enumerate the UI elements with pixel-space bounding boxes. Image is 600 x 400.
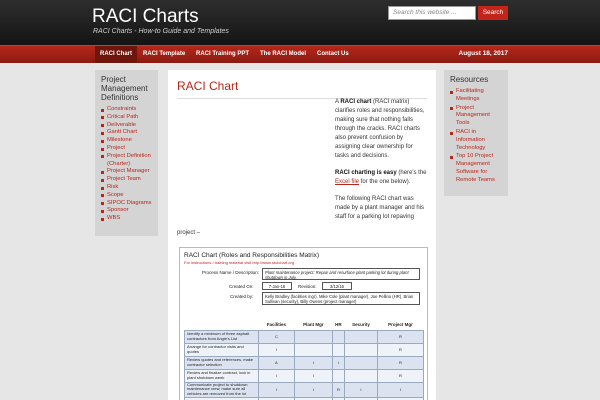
site-title[interactable]: RACI Charts xyxy=(92,6,199,27)
raci-cell: I xyxy=(377,382,423,397)
column-header: Plant Mgr xyxy=(303,322,324,328)
matrix-title: RACI Chart (Roles and Responsibilities Matrix) xyxy=(184,252,320,259)
table-header-row xyxy=(185,320,424,330)
search-input[interactable]: Search this website ... xyxy=(388,6,476,20)
task-cell: Arrange for contractor visits and quotes xyxy=(185,343,259,356)
main-nav xyxy=(0,45,600,63)
raci-cell: I xyxy=(259,369,295,382)
raci-cell xyxy=(344,343,377,356)
site-header xyxy=(0,0,600,45)
definition-link[interactable]: Milestone xyxy=(101,137,154,145)
definition-link[interactable]: Risk xyxy=(101,184,154,192)
raci-cell xyxy=(332,369,344,382)
created-on-label: Created On: xyxy=(229,284,254,289)
sidebar-resources-title: Resources xyxy=(450,75,489,84)
column-header: Security xyxy=(352,322,370,328)
definition-link[interactable]: Scope xyxy=(101,192,154,200)
resource-link[interactable]: RACI in Information Technology xyxy=(450,129,504,152)
raci-cell: R xyxy=(377,330,423,343)
intro-paragraph-1: A RACI chart (RACI matrix) clarifies roles and responsibilities, making sure that nothing falls through the cracks. RACI charts also prevent confusion by assigning clear ownership for tasks and decisions. xyxy=(335,99,425,159)
task-cell: Communicate project to shutdown maintenance crew, make sure all vehicles are removed from the lot xyxy=(185,382,259,397)
raci-cell xyxy=(332,343,344,356)
raci-cell: C xyxy=(259,330,295,343)
search-button[interactable]: Search xyxy=(478,6,508,20)
process-value: Plant maintenance project: Repair and resurface plant parking lot during plant shutdown in July. xyxy=(262,268,420,280)
intro-text xyxy=(335,98,427,230)
intro-paragraph-3: The following RACI chart was made by a plant manager and his staff for a parking lot repaving xyxy=(335,196,425,220)
definition-link[interactable]: Project Team xyxy=(101,176,154,184)
page-title: RACI Chart xyxy=(177,79,427,99)
process-label: Process Name / Description: xyxy=(202,270,260,275)
raci-cell xyxy=(332,330,344,343)
raci-cell: I xyxy=(294,356,332,369)
definition-link[interactable]: Gantt Chart xyxy=(101,129,154,137)
raci-cell xyxy=(344,369,377,382)
definition-link[interactable]: WBS xyxy=(101,215,154,223)
definition-link[interactable]: Deliverable xyxy=(101,122,154,130)
nav-item-raci-model[interactable]: The RACI Model xyxy=(260,51,306,57)
task-cell: Review quotes and references, make contractor selection xyxy=(185,356,259,369)
site-description: RACI Charts - How-to Guide and Templates xyxy=(93,28,229,35)
created-by-label: Created by: xyxy=(230,294,254,299)
raci-cell: A xyxy=(259,356,295,369)
raci-cell xyxy=(344,330,377,343)
column-header: HR xyxy=(335,322,342,328)
sidebar-definitions xyxy=(95,70,158,236)
table-row xyxy=(185,369,424,382)
resource-link[interactable]: Project Management Tools xyxy=(450,105,504,128)
raci-cell: I xyxy=(294,382,332,397)
sidebar-resources xyxy=(444,70,508,196)
created-by-value: Kelly Bradley (facilities mgr), Mike Cole (plant manager), Joe Pellino (HR), Brian Sullivan (security), Billy Owens (project manager) xyxy=(262,292,420,305)
column-header: Facilities xyxy=(266,322,287,328)
definition-link[interactable]: Project xyxy=(101,145,154,153)
raci-cell: I xyxy=(332,356,344,369)
raci-cell: I xyxy=(344,382,377,397)
nav-item-contact-us[interactable]: Contact Us xyxy=(317,51,349,57)
definition-link[interactable]: SIPOC Diagrams xyxy=(101,200,154,208)
intro-paragraph-3-suffix: project – xyxy=(177,230,201,236)
nav-item-raci-chart[interactable]: RACI Chart xyxy=(95,46,137,63)
raci-cell: R xyxy=(377,356,423,369)
nav-item-raci-template[interactable]: RACI Template xyxy=(143,51,186,57)
raci-cell xyxy=(294,343,332,356)
table-row xyxy=(185,330,424,343)
main-content xyxy=(168,70,436,400)
nav-item-raci-training-ppt[interactable]: RACI Training PPT xyxy=(196,51,250,57)
raci-cell xyxy=(294,330,332,343)
table-row xyxy=(185,382,424,397)
raci-cell: R xyxy=(377,369,423,382)
raci-cell: I xyxy=(259,343,295,356)
task-cell: Identify a minimum of three asphalt contractors from Angie's List xyxy=(185,330,259,343)
table-row xyxy=(185,356,424,369)
definition-link[interactable]: Sponsor xyxy=(101,207,154,215)
current-date: August 18, 2017 xyxy=(458,50,508,57)
intro-paragraph-2: RACI charting is easy (here's the Excel file for the one below). xyxy=(335,170,427,185)
sidebar-definitions-title: Project Management Definitions xyxy=(101,75,148,102)
revision-value: 3/12/16 xyxy=(322,282,352,290)
column-header: Project Mgr xyxy=(388,322,413,328)
raci-cell: I xyxy=(259,382,295,397)
created-on-value: 7-Jan-16 xyxy=(262,282,292,290)
raci-matrix-image xyxy=(179,247,428,400)
excel-file-link[interactable]: Excel file xyxy=(335,179,360,185)
table-row xyxy=(185,343,424,356)
definition-link[interactable]: Project Definition (Charter) xyxy=(101,153,154,169)
raci-cell: I xyxy=(294,369,332,382)
definition-link[interactable]: Constraints xyxy=(101,106,154,114)
revision-label: Revision: xyxy=(298,284,317,289)
raci-cell: R xyxy=(332,382,344,397)
matrix-subtitle: For instructions / training material visit http://www.racichart.org xyxy=(184,260,295,265)
definition-link[interactable]: Critical Path xyxy=(101,114,154,122)
raci-cell: R xyxy=(377,343,423,356)
task-cell: Review and finalize contract, lock in plant shutdown week xyxy=(185,369,259,382)
raci-table xyxy=(184,320,424,400)
resource-link[interactable]: Top 10 Project Management Software for Remote Teams xyxy=(450,153,504,184)
resource-link[interactable]: Facilitating Meetings xyxy=(450,88,504,104)
definition-link[interactable]: Project Manager xyxy=(101,168,154,176)
raci-cell xyxy=(344,356,377,369)
